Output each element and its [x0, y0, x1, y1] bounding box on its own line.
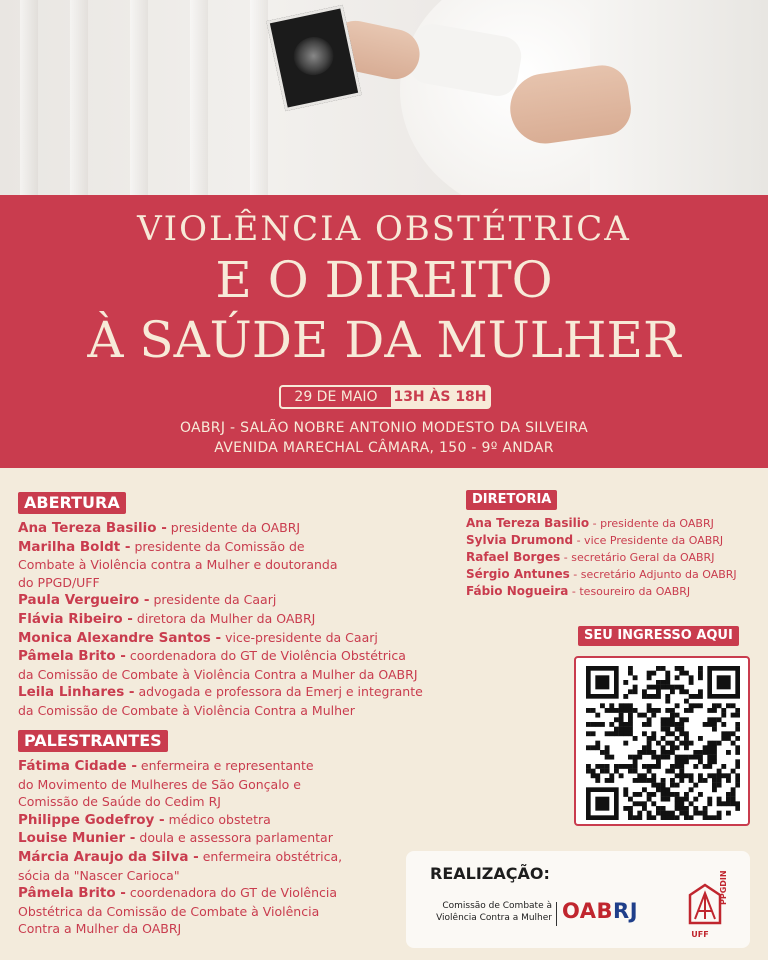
person-role: Combate à Violência contra a Mulher e doutoranda [18, 557, 338, 573]
person-name: Fábio Nogueira [466, 584, 569, 598]
person-role: - vice Presidente da OABRJ [573, 534, 724, 547]
commission-line-2: Violência Contra a Mulher [436, 913, 552, 923]
person-role: - tesoureiro da OABRJ [568, 585, 691, 598]
person-role: Comissão de Saúde do Cedim RJ [18, 794, 221, 810]
person-role: presidente da OABRJ [166, 520, 301, 535]
person-role: coordenadora do GT de Violência [125, 885, 338, 901]
person-name: Flávia Ribeiro - [18, 610, 133, 627]
oab-text: OAB [562, 899, 614, 923]
uff-text: UFF [691, 930, 709, 939]
title-line-2: E O DIREITO [215, 251, 553, 309]
curtain-fold [20, 0, 38, 195]
person-name: Pâmela Brito - [18, 648, 126, 665]
diretoria-list [466, 515, 761, 600]
logo-divider [556, 902, 557, 926]
ticket-qr-code[interactable] [574, 656, 750, 826]
title-line-1: VIOLÊNCIA OBSTÉTRICA [137, 209, 631, 249]
person-name: Ana Tereza Basilio [466, 516, 590, 530]
person-role: enfermeira e representante [136, 758, 314, 773]
palestrantes-line [18, 776, 398, 794]
person-role: da Comissão de Combate à Violência Contra a Mulher da OABRJ [18, 666, 418, 682]
palestrantes-line [18, 829, 398, 848]
person-name: Rafael Borges [466, 550, 561, 564]
person-role: Contra a Mulher da OABRJ [18, 921, 182, 937]
person-name: Fátima Cidade - [18, 758, 137, 774]
person-name: Pâmela Brito - [18, 885, 126, 902]
palestrantes-line [18, 920, 398, 938]
date-time-box [279, 385, 491, 409]
event-date: 29 DE MAIO [294, 389, 378, 405]
oabrj-logo [562, 899, 638, 923]
abertura-line [18, 538, 468, 557]
person-role: - secretário Geral da OABRJ [560, 551, 715, 564]
curtain-fold [250, 0, 268, 195]
abertura-line [18, 591, 468, 610]
person-name: Sylvia Drumond [466, 533, 574, 547]
person-role: advogada e professora da Emerj e integrante [134, 684, 423, 700]
person-role: sócia da "Nascer Carioca" [18, 867, 180, 883]
rj-text: RJ [613, 899, 639, 923]
diretoria-line [466, 515, 761, 532]
palestrantes-list [18, 757, 398, 938]
uff-logo-icon [688, 883, 722, 927]
person-name: Louise Munier - [18, 830, 136, 847]
commission-line-1: Comissão de Combate à [442, 901, 552, 911]
realizacao-label: REALIZAÇÃO: [430, 864, 550, 883]
person-name: Paula Vergueiro - [18, 592, 150, 609]
diretoria-line [466, 532, 761, 549]
hero-photo [0, 0, 768, 195]
event-address: AVENIDA MARECHAL CÂMARA, 150 - 9º ANDAR [214, 440, 554, 456]
ingresso-label: SEU INGRESSO AQUI [578, 626, 739, 646]
person-name: Leila Linhares - [18, 684, 135, 701]
person-name: Sérgio Antunes [466, 567, 570, 581]
palestrantes-line [18, 903, 398, 921]
abertura-line [18, 610, 468, 629]
person-role: - presidente da OABRJ [589, 517, 714, 530]
curtain-fold [130, 0, 148, 195]
abertura-line [18, 683, 468, 702]
abertura-line [18, 629, 468, 648]
abertura-label: ABERTURA [18, 492, 126, 514]
person-name: Philippe Godefroy - [18, 811, 165, 828]
ppgdin-text: PPGDIN [719, 870, 728, 905]
palestrantes-line [18, 884, 398, 903]
palestrantes-line [18, 757, 398, 776]
person-role: vice-presidente da Caarj [221, 629, 378, 645]
commission-logo [422, 900, 552, 924]
person-role: do PPGD/UFF [18, 574, 100, 590]
organizers-box [406, 851, 750, 948]
palestrantes-line [18, 848, 398, 867]
person-role: doula e assessora parlamentar [135, 830, 333, 846]
person-role: Obstétrica da Comissão de Combate à Violência [18, 903, 320, 919]
palestrantes-label: PALESTRANTES [18, 730, 168, 752]
abertura-line [18, 702, 468, 720]
person-name: Ana Tereza Basilio - [18, 520, 167, 536]
palestrantes-line [18, 811, 398, 830]
abertura-list [18, 519, 468, 720]
title-line-3: À SAÚDE DA MULHER [87, 311, 681, 369]
abertura-line [18, 556, 468, 574]
person-role: médico obstetra [164, 811, 271, 827]
event-venue: OABRJ - SALÃO NOBRE ANTONIO MODESTO DA SILVEIRA [179, 420, 589, 436]
diretoria-label: DIRETORIA [466, 490, 557, 510]
qr-code-icon [586, 666, 740, 820]
curtain-fold [70, 0, 88, 195]
event-time: 13H ÀS 18H [391, 387, 489, 407]
abertura-line [18, 647, 468, 666]
diretoria-line [466, 566, 761, 583]
abertura-line [18, 666, 468, 684]
person-name: Monica Alexandre Santos - [18, 629, 222, 646]
person-role: da Comissão de Combate à Violência Contra a Mulher [18, 702, 355, 718]
person-role: - secretário Adjunto da OABRJ [569, 568, 737, 581]
diretoria-line [466, 549, 761, 566]
palestrantes-line [18, 867, 398, 885]
title-banner [0, 195, 768, 468]
person-name: Marilha Boldt - [18, 538, 131, 555]
person-role: diretora da Mulher da OABRJ [132, 610, 316, 626]
person-role: enfermeira obstétrica, [198, 848, 343, 864]
abertura-line [18, 519, 468, 538]
person-name: Márcia Araujo da Silva - [18, 848, 199, 865]
abertura-line [18, 574, 468, 592]
palestrantes-line [18, 793, 398, 811]
curtain-fold [190, 0, 208, 195]
person-role: do Movimento de Mulheres de São Gonçalo e [18, 776, 301, 792]
diretoria-line [466, 583, 761, 600]
person-role: presidente da Comissão de [130, 538, 305, 554]
person-role: coordenadora do GT de Violência Obstétrica [125, 648, 406, 664]
person-role: presidente da Caarj [149, 592, 277, 608]
